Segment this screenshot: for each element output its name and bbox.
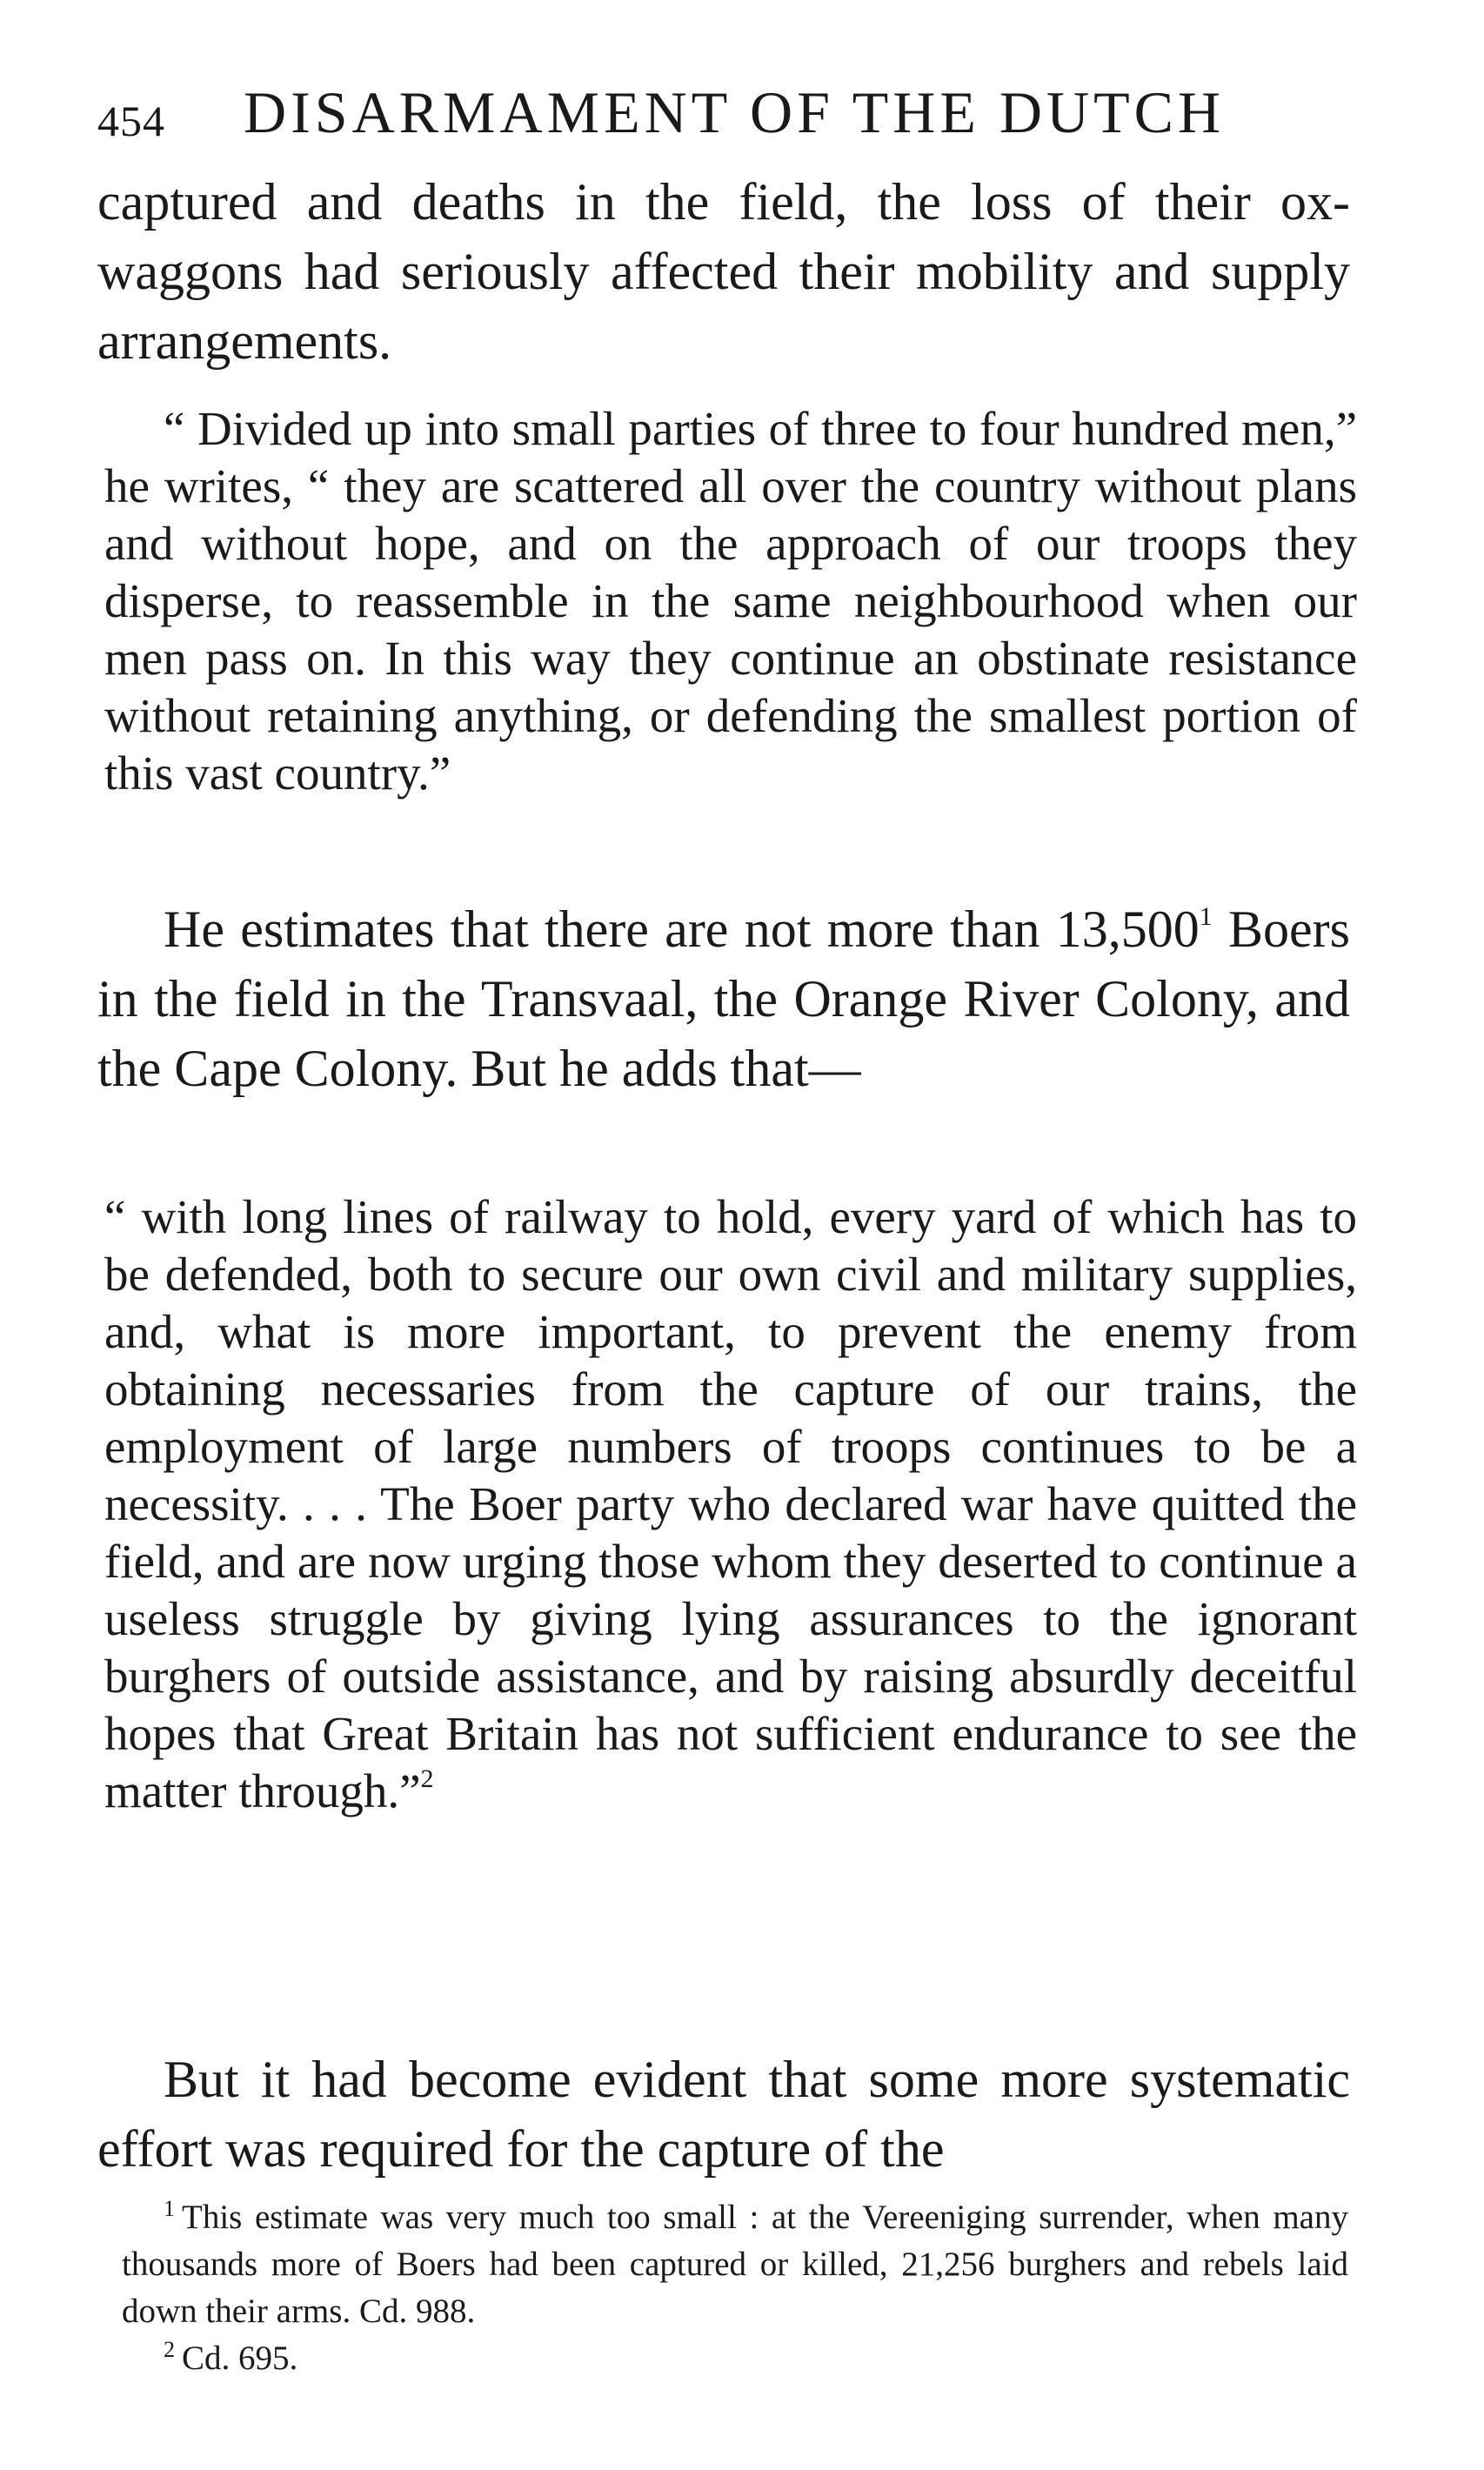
- page-number: 454: [97, 97, 165, 145]
- paragraph-estimates-text-a: He estimates that there are not more than 13,500: [164, 900, 1200, 958]
- footnote-2: [122, 2335, 1348, 2382]
- footnote-1-marker: 1: [164, 2196, 175, 2221]
- running-head: [97, 78, 1369, 157]
- footnote-ref-1: 1: [1199, 902, 1213, 931]
- paragraph-estimates: [97, 894, 1350, 1103]
- block-quote-railway: [104, 1188, 1357, 1820]
- paragraph-estimates-text-b: Boers in the field in the Transvaal, the Orange River Colony, and the Cape Colony. But he adds that—: [97, 900, 1350, 1097]
- footnote-2-text: Cd. 695.: [182, 2339, 298, 2377]
- block-quote-railway-text: “ with long lines of railway to hold, every yard of which has to be defended, both to secure our own civil and military supplies, and, what is more important, to prevent the enemy from obtaining necessaries from the capture of our trains, the employment of large numbers of troops continues to be a necessity. . . . The Boer party who declared war have quitted the field, and are now urging those whom they deserted to continue a useless struggle by giving lying assurances to the ignorant burghers of outside assistance, and by raising absurdly deceitful hopes that Great Britain has not sufficient endurance to see the matter through.”: [104, 1190, 1357, 1817]
- footnote-1-text: This estimate was very much too small : at the Vereeniging surrender, when many thousands more of Boers had been captured or killed, 21,256 burghers and rebels laid down their arms. Cd. 988.: [122, 2199, 1348, 2330]
- block-quote-divided: “ Divided up into small parties of three to four hundred men,” he writes, “ they are scattered all over the country without plans and without hope, and on the approach of our troops they disperse, to reassemble in the same neighbourhood when our men pass on. In this way they continue an obstinate resistance without retaining anything, or defending the smallest portion of this vast country.”: [104, 402, 1357, 800]
- paragraph-systematic-effort: But it had become evident that some more systematic effort was required for the capture of the: [97, 2051, 1350, 2178]
- footnote-ref-2: 2: [420, 1764, 434, 1793]
- paragraph-continuation: captured and deaths in the field, the loss of their ox-waggons had seriously affected their mobility and supply arrangements.: [97, 173, 1350, 370]
- footnote-1: [122, 2194, 1348, 2335]
- running-title: DISARMAMENT OF THE DUTCH: [244, 79, 1226, 145]
- footnote-2-marker: 2: [164, 2337, 175, 2362]
